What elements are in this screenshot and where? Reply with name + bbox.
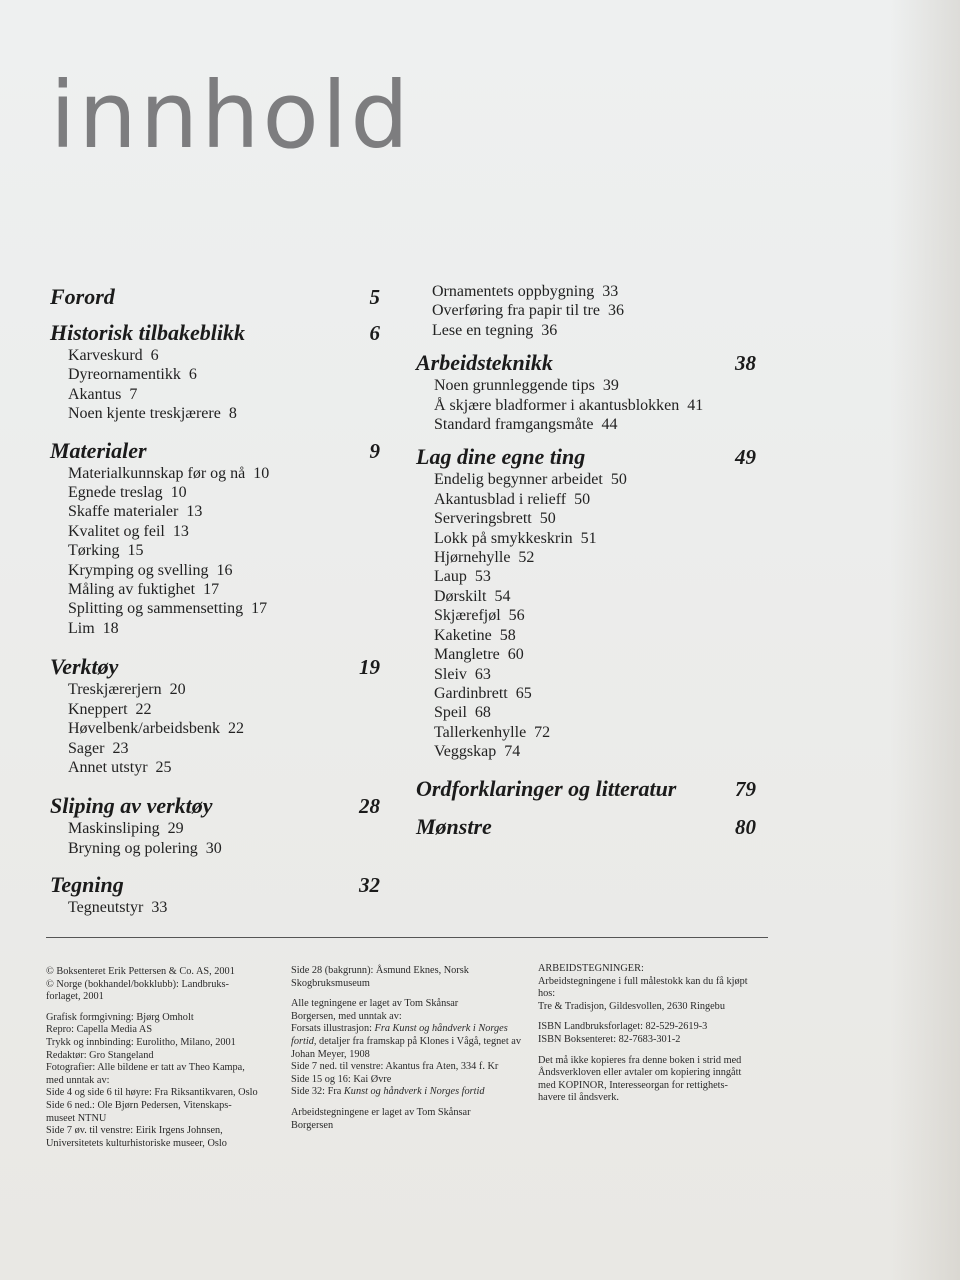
credit-line: © Norge (bokhandel/bokklubb): Landbruks- <box>46 978 229 990</box>
toc-entry-label: Dyreornamentikk <box>68 366 181 384</box>
toc-entry-label: Annet utstyr <box>68 758 148 776</box>
credit-line: Arbeidstegningene er laget av Tom Skånsar <box>291 1106 471 1118</box>
toc-entry-page: 36 <box>541 321 558 339</box>
toc-entry-label: Noen grunnleggende tips <box>434 377 595 395</box>
toc-entry <box>416 490 756 509</box>
toc-entry-label: Dørskilt <box>434 587 487 605</box>
toc-entry <box>416 723 756 742</box>
credits-column-2 <box>291 965 526 1132</box>
toc-entry <box>50 619 380 638</box>
page-title: innhold <box>50 62 412 169</box>
toc-entry-label: Høvelbenk/arbeidsbenk <box>68 720 220 738</box>
toc-section-heading <box>416 776 756 802</box>
toc-section <box>50 793 380 858</box>
toc-section-title: Sliping av verktøy <box>50 793 213 819</box>
toc-entry-page: 53 <box>474 568 491 586</box>
credit-line: ISBN Landbruksforlaget: 82-529-2619-3 <box>538 1021 708 1033</box>
toc-section-heading <box>50 654 380 680</box>
toc-entry-page: 39 <box>602 377 619 395</box>
toc-entry <box>50 464 380 483</box>
toc-entry <box>416 703 756 722</box>
credit-line: forlaget, 2001 <box>46 991 104 1003</box>
toc-entry <box>416 321 756 340</box>
toc-entry <box>416 626 756 645</box>
credit-line: hos: <box>538 988 556 1000</box>
credit-line: med KOPINOR, Interesseorgan for rettighets- <box>538 1079 728 1091</box>
toc-entry <box>50 541 380 560</box>
toc-entry-page: 17 <box>251 600 268 618</box>
credit-line: Redaktør: Gro Stangeland <box>46 1049 154 1061</box>
toc-section-title: Historisk tilbakeblikk <box>50 320 245 345</box>
toc-section-heading <box>416 814 756 840</box>
toc-entry <box>50 561 380 580</box>
toc-section-heading <box>50 793 380 819</box>
toc-entry-label: Akantusblad i relieff <box>434 490 567 508</box>
toc-section <box>50 654 380 777</box>
credit-spacer <box>46 1004 281 1012</box>
toc-entry-page: 13 <box>186 503 203 521</box>
toc-section-page: 80 <box>735 814 756 839</box>
toc-section-page: 79 <box>735 776 756 801</box>
toc-entry <box>50 599 380 618</box>
toc-entry <box>50 819 380 838</box>
toc-entry-page: 10 <box>170 484 187 502</box>
toc-entry <box>50 522 380 541</box>
credit-line: Trykk og innbinding: Eurolitho, Milano, 2001 <box>46 1036 236 1048</box>
credit-line: med unntak av: <box>46 1074 110 1086</box>
toc-entry-page: 20 <box>169 681 186 699</box>
toc-entry <box>50 365 380 384</box>
credit-line: ARBEIDSTEGNINGER: <box>538 963 644 974</box>
toc-entry-page: 36 <box>607 302 624 320</box>
credit-line: Borgersen, med unntak av: <box>291 1010 402 1022</box>
credit-line: Side 15 og 16: Kai Øvre <box>291 1073 392 1085</box>
toc-entry-label: Krymping og svelling <box>68 561 209 579</box>
toc-entry-page: 60 <box>507 646 524 664</box>
toc-left-column <box>50 284 380 918</box>
credits-column-3 <box>538 963 773 1105</box>
toc-section-heading <box>416 444 756 470</box>
credit-line: Alle tegningene er laget av Tom Skånsar <box>291 998 459 1010</box>
toc-entry-label: Speil <box>434 704 467 722</box>
credit-line: Side 4 og side 6 til høyre: Fra Riksantikvaren, Oslo <box>46 1087 258 1099</box>
toc-entry-label: Gardinbrett <box>434 684 508 702</box>
toc-entry <box>416 301 756 320</box>
toc-entry <box>416 470 756 489</box>
toc-entry-label: Å skjære bladformer i akantusblokken <box>434 396 680 414</box>
toc-entry <box>50 898 380 917</box>
toc-section <box>50 320 380 424</box>
toc-entry <box>416 742 756 761</box>
toc-right-column <box>416 282 756 840</box>
toc-entry <box>416 376 756 395</box>
toc-entry <box>416 548 756 567</box>
toc-entry-page: 52 <box>518 549 535 567</box>
credit-line: Borgersen <box>291 1119 334 1131</box>
toc-entry-page: 16 <box>216 561 233 579</box>
toc-section-page: 6 <box>369 321 380 345</box>
toc-entry-label: Splitting og sammensetting <box>68 600 244 618</box>
toc-entry-label: Måling av fuktighet <box>68 581 196 599</box>
toc-entry <box>416 282 756 301</box>
toc-entry-page: 56 <box>508 607 525 625</box>
toc-entry-page: 50 <box>539 510 556 528</box>
toc-entry-label: Egnede treslag <box>68 484 163 502</box>
toc-entry-label: Endelig begynner arbeidet <box>434 471 603 489</box>
toc-entry-page: 8 <box>228 405 237 423</box>
toc-entry <box>50 739 380 758</box>
toc-entry-page: 17 <box>203 581 220 599</box>
toc-entry <box>416 567 756 586</box>
toc-entry-label: Noen kjente treskjærere <box>68 405 221 423</box>
toc-section-page: 49 <box>735 445 756 470</box>
toc-entry-page: 41 <box>687 396 704 414</box>
credit-line: Side 6 ned.: Ole Bjørn Pedersen, Vitenskaps- <box>46 1099 232 1111</box>
toc-entry-page: 51 <box>580 529 597 547</box>
toc-entry-page: 22 <box>135 700 152 718</box>
toc-entry <box>416 509 756 528</box>
toc-entry-label: Standard framgangsmåte <box>434 416 594 434</box>
toc-entry-label: Kaketine <box>434 626 492 644</box>
toc-entry <box>50 839 380 858</box>
toc-section <box>416 444 756 761</box>
toc-entry-page: 50 <box>574 490 591 508</box>
toc-entry-page: 29 <box>167 820 184 838</box>
toc-entry-label: Tegneutstyr <box>68 899 144 917</box>
toc-entry-label: Sager <box>68 739 105 757</box>
toc-entry <box>50 385 380 404</box>
credit-line: ISBN Boksenteret: 82-7683-301-2 <box>538 1033 681 1045</box>
toc-section-heading <box>416 350 756 376</box>
toc-entry <box>416 665 756 684</box>
credit-spacer <box>538 1047 773 1055</box>
toc-section-title: Mønstre <box>416 813 492 839</box>
toc-entry-label: Serveringsbrett <box>434 510 532 528</box>
toc-entry-page: 63 <box>474 665 491 683</box>
toc-section <box>416 814 756 840</box>
credit-line: museet NTNU <box>46 1112 107 1124</box>
toc-entry-label: Tørking <box>68 542 120 560</box>
toc-entry-page: 68 <box>474 704 491 722</box>
page-edge-shadow <box>890 0 960 1280</box>
toc-entry-page: 58 <box>499 626 516 644</box>
toc-entry <box>416 587 756 606</box>
credit-line: Åndsverkloven eller avtaler om kopiering inngått <box>538 1067 742 1079</box>
toc-section-title: Lag dine egne ting <box>416 444 586 470</box>
credit-italic-title: Fra Kunst og håndverk i Norges fortid, <box>291 1023 508 1047</box>
toc-entry-label: Bryning og polering <box>68 839 198 857</box>
toc-entry-label: Mangletre <box>434 646 500 664</box>
toc-section-heading <box>50 438 380 464</box>
toc-entry <box>50 719 380 738</box>
toc-entry-label: Tallerkenhylle <box>434 723 527 741</box>
toc-entry-label: Akantus <box>68 385 122 403</box>
toc-section <box>416 776 756 802</box>
toc-section <box>50 438 380 639</box>
credit-line: Forsats illustrasjon: Fra Kunst og håndverk i Norges fortid, detaljer fra framskap på Klones i Vågå, tegnet av Johan Meyer, 1908 <box>291 1023 521 1060</box>
toc-section-title: Forord <box>50 284 115 309</box>
toc-section-page: 38 <box>735 351 756 376</box>
credit-line: Skogbruksmuseum <box>291 977 370 989</box>
toc-entry-label: Treskjærerjern <box>68 681 162 699</box>
toc-entry <box>50 758 380 777</box>
toc-entry <box>50 404 380 423</box>
toc-entry-page: 15 <box>127 542 144 560</box>
toc-entry-page: 30 <box>205 839 222 857</box>
toc-entry-label: Hjørnehylle <box>434 549 511 567</box>
toc-entry-label: Ornamentets oppbygning <box>432 283 595 300</box>
toc-entry <box>50 580 380 599</box>
toc-entry <box>416 415 756 434</box>
credit-line: Tre & Tradisjon, Gildesvollen, 2630 Ringebu <box>538 1000 725 1012</box>
toc-section-title: Materialer <box>50 437 147 463</box>
toc-section-page: 32 <box>359 873 380 898</box>
credit-line: © Boksenteret Erik Pettersen & Co. AS, 2001 <box>46 966 235 977</box>
toc-entry-page: 44 <box>601 416 618 434</box>
credits-column-1 <box>46 966 281 1150</box>
toc-entry <box>50 483 380 502</box>
toc-entry-label: Materialkunnskap før og nå <box>68 464 246 482</box>
toc-entry-label: Skjærefjøl <box>434 607 501 625</box>
toc-section-title: Ordforklaringer og litteratur <box>416 775 677 801</box>
toc-entry-page: 65 <box>515 684 532 702</box>
toc-entry-label: Lese en tegning <box>432 321 534 339</box>
credit-line: Side 28 (bakgrunn): Åsmund Eknes, Norsk <box>291 965 469 976</box>
toc-entry <box>416 645 756 664</box>
credit-line: Side 7 ned. til venstre: Akantus fra Aten, 334 f. Kr <box>291 1061 499 1073</box>
toc-section-title: Arbeidsteknikk <box>416 350 553 376</box>
credit-line: Det må ikke kopieres fra denne boken i strid med <box>538 1054 742 1066</box>
toc-section-page: 5 <box>369 285 380 309</box>
toc-entry <box>50 346 380 365</box>
credit-line: Side 7 øv. til venstre: Eirik Irgens Johnsen, <box>46 1125 223 1137</box>
toc-entry-page: 18 <box>102 619 119 637</box>
toc-section-page: 28 <box>359 794 380 819</box>
toc-section <box>50 872 380 917</box>
toc-entry-page: 6 <box>188 366 197 384</box>
toc-entry-page: 25 <box>155 758 172 776</box>
toc-entry-label: Kvalitet og feil <box>68 522 165 540</box>
toc-section-heading <box>50 284 380 310</box>
toc-section-title: Verktøy <box>50 654 119 680</box>
credit-line: Arbeidstegningene i full målestokk kan du få kjøpt <box>538 975 748 987</box>
toc-section-heading <box>50 872 380 898</box>
toc-entry-page: 10 <box>253 464 270 482</box>
toc-entry-page: 33 <box>151 899 168 917</box>
toc-entry-page: 22 <box>227 720 244 738</box>
toc-entry-label: Veggskap <box>434 743 497 761</box>
toc-entry-page: 74 <box>504 743 521 761</box>
toc-entry-page: 72 <box>534 723 551 741</box>
toc-entry-page: 50 <box>610 471 627 489</box>
toc-entry-page: 6 <box>150 347 159 364</box>
toc-entry-page: 54 <box>494 587 511 605</box>
toc-entry <box>416 396 756 415</box>
toc-section-title: Tegning <box>50 872 124 898</box>
toc-entry <box>416 684 756 703</box>
credit-line: Side 32: Fra Kunst og håndverk i Norges fortid <box>291 1086 485 1098</box>
toc-section <box>416 350 756 434</box>
toc-entry-label: Overføring fra papir til tre <box>432 302 600 320</box>
toc-entry-label: Laup <box>434 568 467 586</box>
toc-section-page: 9 <box>369 438 380 463</box>
toc-entry <box>416 529 756 548</box>
toc-section <box>50 284 380 310</box>
credit-line: Universitetets kulturhistoriske museer, Oslo <box>46 1137 227 1149</box>
toc-entry-label: Karveskurd <box>68 347 143 364</box>
toc-entry-page: 33 <box>602 283 619 300</box>
toc-entry-label: Skaffe materialer <box>68 503 179 521</box>
toc-entry-page: 7 <box>129 385 138 403</box>
credit-spacer <box>538 1013 773 1021</box>
toc-entry <box>416 606 756 625</box>
credit-line: Repro: Capella Media AS <box>46 1024 153 1036</box>
credit-italic-title: Kunst og håndverk i Norges fortid <box>343 1086 485 1098</box>
toc-entry-label: Maskinsliping <box>68 820 160 838</box>
toc-section-page: 19 <box>359 655 380 680</box>
toc-entry-label: Lokk på smykkeskrin <box>434 529 573 547</box>
toc-entry-page: 23 <box>112 739 129 757</box>
toc-section-heading <box>50 320 380 346</box>
toc-entry-label: Kneppert <box>68 700 128 718</box>
credit-line: havere til åndsverk. <box>538 1092 619 1104</box>
toc-entry <box>50 502 380 521</box>
credit-line: Fotografier: Alle bildene er tatt av Theo Kampa, <box>46 1062 245 1074</box>
toc-entry-label: Sleiv <box>434 665 467 683</box>
credit-line: Grafisk formgivning: Bjørg Omholt <box>46 1011 194 1023</box>
toc-entry <box>50 700 380 719</box>
divider-line <box>46 937 768 938</box>
toc-entry-label: Lim <box>68 619 95 637</box>
toc-entry <box>50 680 380 699</box>
toc-entry-page: 13 <box>172 522 189 540</box>
